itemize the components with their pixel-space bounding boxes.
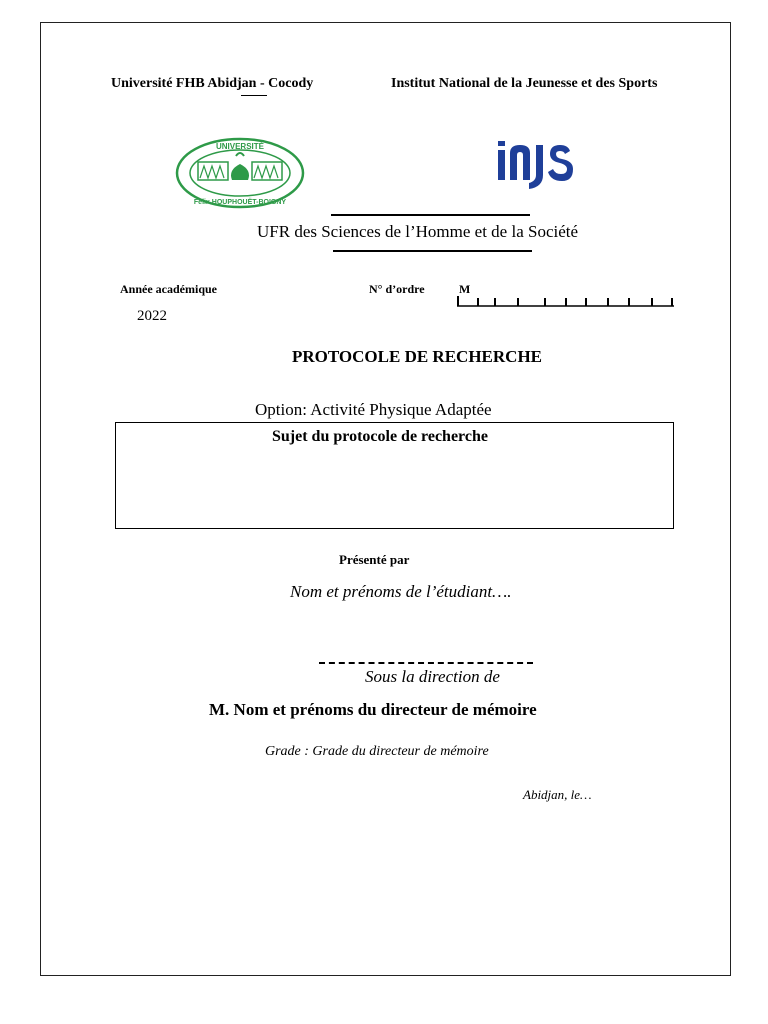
- student-name: Nom et prénoms de l’étudiant….: [290, 582, 512, 601]
- university-name: Université FHB Abidjan - Cocody: [111, 76, 314, 91]
- direction-label: Sous la direction de: [365, 667, 500, 686]
- ufr-bottom-rule: [333, 250, 532, 252]
- institute-name: Institut National de la Jeunesse et des Sports: [391, 76, 658, 91]
- order-number-boxes: [456, 294, 676, 313]
- director-grade: Grade : Grade du directeur de mémoire: [265, 744, 489, 759]
- academic-year-value: 2022: [137, 308, 167, 324]
- place-date: Abidjan, le…: [523, 787, 592, 802]
- ufr-name: UFR des Sciences de l’Homme et de la Société: [257, 222, 579, 241]
- subject-title: Sujet du protocole de recherche: [272, 428, 488, 445]
- svg-text:UNIVERSITÉ: UNIVERSITÉ: [215, 142, 265, 151]
- institute-logo: [496, 135, 578, 193]
- svg-text:Félix HOUPHOUËT-BOIGNY: Félix HOUPHOUËT-BOIGNY: [193, 199, 287, 206]
- academic-year-label: Année académique: [120, 282, 217, 296]
- presented-by-label: Présenté par: [339, 552, 410, 567]
- order-number-prefix: M: [459, 282, 471, 296]
- order-number-label: N° d’ordre: [369, 282, 425, 296]
- ufr-top-rule: [331, 214, 530, 216]
- director-name: M. Nom et prénoms du directeur de mémoire: [209, 700, 537, 719]
- separator-dashes: [319, 662, 533, 664]
- protocol-title: PROTOCOLE DE RECHERCHE: [292, 347, 543, 366]
- option-label: Option: Activité Physique Adaptée: [255, 400, 492, 419]
- university-logo: [174, 136, 306, 210]
- header-underline: [241, 95, 267, 96]
